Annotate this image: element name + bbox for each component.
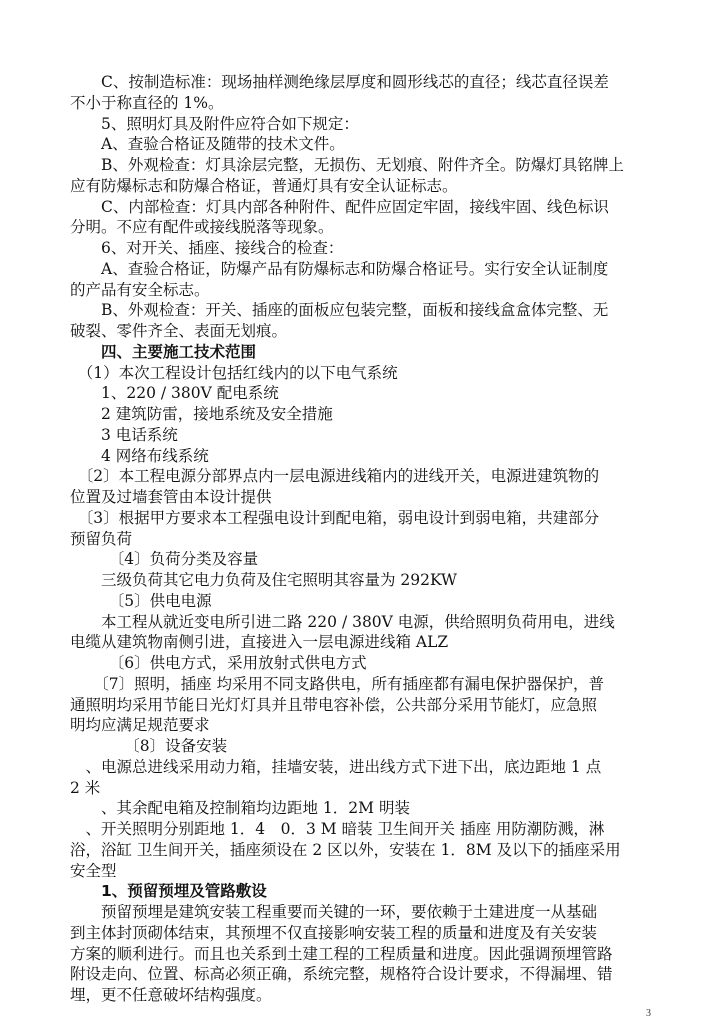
text-line: 明均应满足规范要求 — [70, 716, 210, 734]
text-line: 预留负荷 — [70, 530, 133, 548]
text-line: B、外观检查：灯具涂层完整，无损伤、无划痕、附件齐全。防爆灯具铭牌上 — [70, 156, 624, 174]
text-line: 安全型 — [70, 862, 117, 880]
text-line: 电缆从建筑物南侧引进，直接进入一层电源进线箱 ALZ — [70, 633, 449, 651]
text-line: 到主体封顶砌体结束，其预埋不仅直接影响安装工程的质量和进度及有关安装 — [70, 924, 598, 942]
text-line: 5、照明灯具及附件应符合如下规定： — [70, 115, 359, 133]
text-line: 本工程从就近变电所引进二路 220 / 380V 电源，供给照明负荷用电，进线 — [70, 613, 615, 631]
text-line: 不小于称直径的 1%。 — [70, 94, 224, 112]
text-line: 1、220 / 380V 配电系统 — [70, 384, 279, 402]
text-line: 4 网络布线系统 — [70, 447, 209, 465]
text-line: 浴，浴缸 卫生间开关，插座须设在 2 区以外，安装在 1．8M 及以下的插座采用 — [70, 841, 621, 859]
text-line: 、电源总进线采用动力箱，挂墙安装，进出线方式下进下出，底边距地 1 点 — [70, 758, 602, 776]
text-line: 〔8〕设备安装 — [70, 737, 228, 755]
text-line: 应有防爆标志和防爆合格证，普通灯具有安全认证标志。 — [70, 177, 458, 195]
text-line: 预留预埋是建筑安装工程重要而关键的一环，要依赖于土建进度一从基础 — [70, 903, 598, 921]
section-heading: 四、主要施工技术范围 — [70, 343, 257, 361]
text-line: A、查验合格证及随带的技术文件。 — [70, 135, 345, 153]
text-line: 附设走向、位置、标高必须正确，系统完整，规格符合设计要求，不得漏埋、错 — [70, 965, 613, 983]
text-line: C、内部检查：灯具内部各种附件、配件应固定牢固，接线牢固、线色标识 — [70, 198, 609, 216]
text-line: 、其余配电箱及控制箱均边距地 1．2M 明装 — [70, 799, 410, 817]
text-line: 的产品有安全标志。 — [70, 281, 210, 299]
text-line: （1）本次工程设计包括红线内的以下电气系统 — [70, 364, 398, 382]
text-line: 2 建筑防雷，接地系统及安全措施 — [70, 405, 333, 423]
text-line: 〔6〕供电方式，采用放射式供电方式 — [70, 654, 367, 672]
text-line: 〔5〕供电电源 — [70, 592, 212, 610]
page-number: 3 — [646, 1008, 651, 1019]
text-line: 〔4〕负荷分类及容量 — [70, 550, 259, 568]
text-line: A、查验合格证，防爆产品有防爆标志和防爆合格证号。实行安全认证制度 — [70, 260, 609, 278]
text-line: 方案的顺利进行。而且也关系到土建工程的工程质量和进度。因此强调预埋管路 — [70, 945, 613, 963]
text-line: 破裂、零件齐全、表面无划痕。 — [70, 322, 288, 340]
text-line: 3 电话系统 — [70, 426, 178, 444]
text-line: 〔7〕照明，插座 均采用不同支路供电，所有插座都有漏电保护器保护，普 — [70, 675, 605, 693]
text-line: 6、对开关、插座、接线合的检查： — [70, 239, 344, 257]
section-heading: 1、预留预埋及管路敷设 — [70, 882, 267, 900]
text-line: 通照明均采用节能日光灯灯具并且带电容补偿，公共部分采用节能灯，应急照 — [70, 696, 598, 714]
text-line: 三级负荷其它电力负荷及住宅照明其容量为 292KW — [70, 571, 457, 589]
text-line: 〔3〕根据甲方要求本工程强电设计到配电箱，弱电设计到弱电箱，共建部分 — [70, 509, 600, 527]
text-line: C、按制造标准：现场抽样测绝缘层厚度和圆形线芯的直径；线芯直径误差 — [70, 73, 609, 91]
text-line: 位置及过墙套管由本设计提供 — [70, 488, 272, 506]
text-line: 2 米 — [70, 779, 101, 797]
text-line: 〔2〕本工程电源分部界点内一层电源进线箱内的进线开关，电源进建筑物的 — [70, 467, 600, 485]
text-line: 、开关照明分别距地 1．4 0．3 M 暗装 卫生间开关 插座 用防潮防溅，淋 — [70, 820, 605, 838]
text-line: 埋，更不任意破坏结构强度。 — [70, 986, 272, 1004]
text-line: 分明。不应有配件或接线脱落等现象。 — [70, 218, 334, 236]
text-line: B、外观检查：开关、插座的面板应包装完整，面板和接线盒盒体完整、无 — [70, 301, 609, 319]
